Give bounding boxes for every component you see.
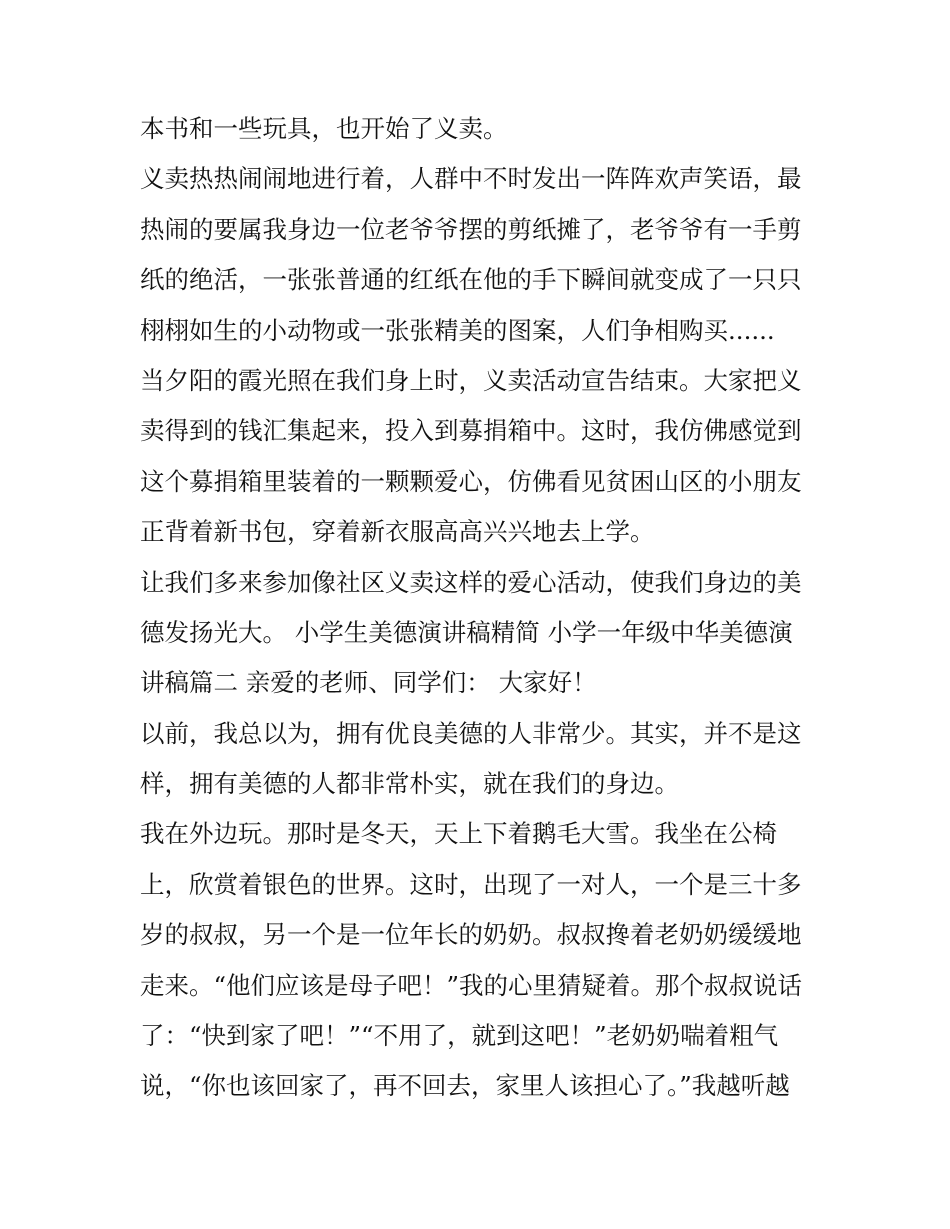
text-line: 上，欣赏着银色的世界。这时，出现了一对人，一个是三十多 — [140, 869, 802, 899]
text-line: 卖得到的钱汇集起来，投入到募捐箱中。这时，我仿佛感觉到 — [140, 416, 802, 446]
text-line: 样，拥有美德的人都非常朴实，就在我们的身边。 — [140, 769, 679, 799]
text-line: 让我们多来参加像社区义卖这样的爱心活动，使我们身边的美 — [140, 567, 802, 597]
text-line: 纸的绝活，一张张普通的红纸在他的手下瞬间就变成了一只只 — [140, 265, 802, 295]
text-line: 德发扬光大。 小学生美德演讲稿精简 小学一年级中华美德演 — [140, 617, 793, 647]
text-line: 说，“你也该回家了，再不回去，家里人该担心了。”我越听越 — [140, 1071, 790, 1101]
text-line: 义卖热热闹闹地进行着，人群中不时发出一阵阵欢声笑语，最 — [140, 164, 802, 194]
body-text — [140, 104, 830, 1112]
text-line: 这个募捐箱里装着的一颗颗爱心，仿佛看见贫困山区的小朋友 — [140, 466, 802, 496]
text-line: 我在外边玩。那时是冬天，天上下着鹅毛大雪。我坐在公椅 — [140, 819, 777, 849]
text-line: 正背着新书包，穿着新衣服高高兴兴地去上学。 — [140, 517, 655, 547]
text-line: 了：“快到家了吧！”“不用了，就到这吧！”老奶奶喘着粗气 — [140, 1021, 779, 1051]
text-line: 以前，我总以为，拥有优良美德的人非常少。其实，并不是这 — [140, 718, 802, 748]
text-line: 走来。“他们应该是母子吧！”我的心里猜疑着。那个叔叔说话 — [140, 970, 803, 1000]
text-line: 讲稿篇二 亲爱的老师、同学们： 大家好！ — [140, 668, 597, 698]
text-line: 当夕阳的霞光照在我们身上时，义卖活动宣告结束。大家把义 — [140, 365, 802, 395]
text-line: 热闹的要属我身边一位老爷爷摆的剪纸摊了，老爷爷有一手剪 — [140, 214, 802, 244]
text-line: 栩栩如生的小动物或一张张精美的图案，人们争相购买...... — [140, 315, 775, 345]
text-line: 岁的叔叔，另一个是一位年长的奶奶。叔叔搀着老奶奶缓缓地 — [140, 920, 802, 950]
text-line: 本书和一些玩具，也开始了义卖。 — [140, 114, 508, 143]
